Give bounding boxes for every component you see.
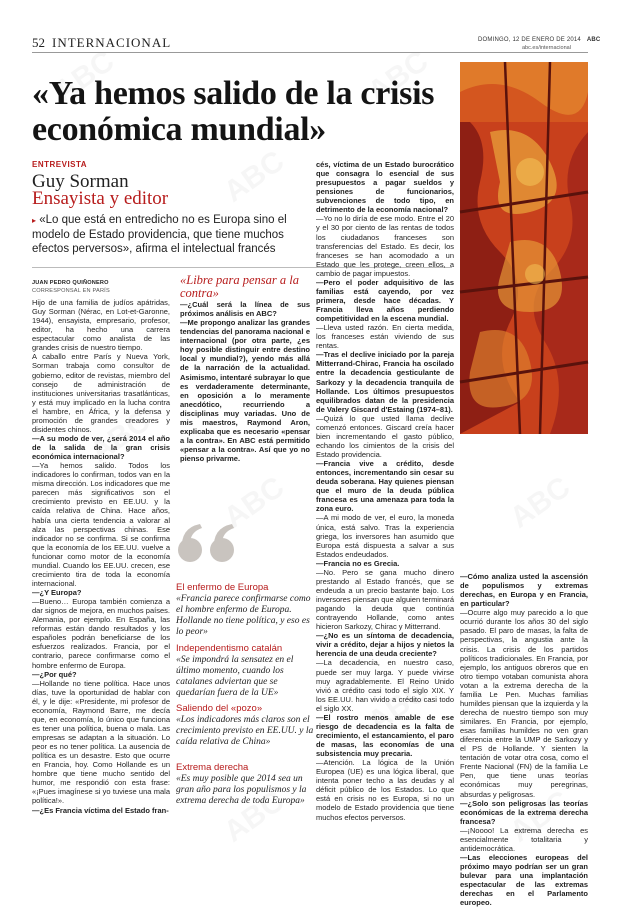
- date: DOMINGO, 12 DE ENERO DE 2014: [478, 37, 581, 43]
- sidebox-text-3: «Los indicadores más claros son el crecimiento previsto en EE.UU. y la caída relativa de China»: [176, 715, 314, 747]
- question-paragraph: —El rostro menos amable de ese riesgo de decadencia es la falta de crecimiento, el estancamiento, el paro de masas, las economías de una subsistencia muy precaria.: [316, 712, 454, 759]
- question-paragraph: —¿Es Francia víctima del Estado fran-: [32, 805, 169, 815]
- body-column-1: [32, 298, 170, 815]
- sidebox-text-2: «Se impondrá la sensatez en el último momento, cuando los catalanes adviertan que se quedarían fuera de la UE»: [176, 655, 294, 698]
- abc-watermark: [218, 144, 291, 209]
- answer-paragraph: —Lleva usted razón. En cierta medida, los franceses están viviendo de sus rentas.: [316, 323, 454, 351]
- answer-paragraph: —Hollande no tiene política. Hace unos días, tuve la oportunidad de hablar con él, y le dije: «Presidente, mi profesor de economía, Raymond Barre, me decía que, en economía, lo único que funciona es tener una política, buena o mala. Las empresas se adaptan a la situación. Lo peor es no tener política. La ausencia de política es un desastre. Esto que ocurre en Francia, hoy. Como Hollande es un hombre que tiene mucho sentido del humor, me respondió con esta frase: «¡Pues imagínese si yo tuviese una mala política!».: [32, 678, 170, 806]
- byline-place: CORRESPONSAL EN PARÍS: [32, 288, 110, 294]
- question-paragraph: —Cómo analiza usted la ascensión de populismos y extremas derechas, en Europa y en Francia, en particular?: [460, 572, 588, 609]
- question-paragraph: —¿Y Europa?: [32, 588, 82, 597]
- answer-paragraph: Hijo de una familia de judíos apátridas, Guy Sorman (Nérac, en Lot-et-Garonne, 1944), ensayista, empresario, profesor, editor, ha hecho una carrera espectacular como analista de las grandes crisis de nuestro tiempo.: [32, 298, 170, 353]
- sidebox-heading-2: Independentismo catalán: [176, 643, 283, 654]
- header-rule: [32, 52, 588, 53]
- lead-text: «Lo que está en entredicho no es Europa sino el modelo de Estado providencia, que tiene muchos efectos perversos», afirma el intelectual francés: [32, 214, 287, 255]
- answer-paragraph: —Ya hemos salido. Todos los indicadores lo confirman, todos van en la misma dirección. Los indicadores que me parecen más significativos son el crecimiento previsto en EE.UU. y la caída relativa de China. Hace años, había una cierta tendencia a valorar al alza las perspectivas chinas. Ese indicador no se confirma. Si se confirma que la economía de los EE.UU. vuelve a funcionar como motor de la economía mundial. Cuando los EE.UU. crecen, ese crecimiento tira de toda la economía internacional.: [32, 461, 170, 588]
- page-number: 52: [32, 35, 45, 50]
- question-paragraph: —Tras el declive iniciado por la pareja Mitterrand-Chirac, Francia ha oscilado entre la decadencia gesticulante de Sarkozy y la decadencia tranquila de Hollande. Los últimos presupuestos equilibrados datan de la presidencia de Valery Giscard d'Estaing (1974–81).: [316, 350, 454, 414]
- answer-paragraph: —Bueno… Europa también comienza a dar signos de mejora, en muchos países. Alemania, por ejemplo. En España, las reformas están dando resultados y los españoles podrán beneficiarse de los esfuerzos realizados. Francia, por el contrario, parece confirmarse como el hombre enfermo de Europa.: [32, 597, 170, 670]
- question-paragraph: —¿Solo son peligrosas las teorías económicas de la extrema derecha francesa?: [460, 798, 588, 826]
- brand: ABC: [586, 37, 601, 43]
- answer-paragraph: —A mi modo de ver, el euro, la moneda única, está salvo. Tras la experiencia griega, los inversores han asumido que Europa está dispuesta a salvar a sus Estados endeudados.: [316, 513, 454, 559]
- interviewee-role: Ensayista y editor: [32, 188, 169, 209]
- body-column-2: [180, 300, 310, 463]
- lead-paragraph: [32, 213, 322, 256]
- question-paragraph: —A su modo de ver, ¿será 2014 el año de la salida de la gran crisis económica internacional?: [32, 433, 170, 462]
- headline: «Ya hemos salido de la crisis económica mundial»: [32, 75, 435, 148]
- quote-marks-icon: [176, 520, 246, 574]
- sidebox-text-4: «Es muy posible que 2014 sea un gran año para los populismos y la extrema derecha de toda Europa»: [176, 774, 307, 806]
- question-paragraph: cés, víctima de un Estado burocrático que consagra lo esencial de sus presupuestos a pagar sueldos y pensiones de funcionarios, subvenciones de todo tipo, en detrimento de la economía nacional?: [316, 160, 454, 215]
- body-column-3: [316, 160, 454, 822]
- question-paragraph: —Me propongo analizar las grandes tendencias del panorama nacional e internacional (por otra parte, ¿es hoy posible distinguir entre destino local y mundial?), yendo más allá de la narración de la actualidad. Asimismo, intentaré subrayar lo que es verdaderamente determinante, en oposición a lo meramente anecdótico, recurriendo a disciplinas muy variadas. Uno de mis maestros, Raymond Aron, explicaba que es necesario «pensar a la contra». En ABC está permitido «pensar a la contra». Así que yo no pienso privarme.: [180, 318, 310, 464]
- answer-paragraph: A caballo entre París y Nueva York, Sorman trabaja como consultor de gobierno, editor de revistas, miembro del consejo de administración de instituciones universitarias trasatlánticas, y está muy implicado en la lucha contra el hambre, en África, y la defensa y promoción de grandes creadores y disidentes chinos.: [32, 352, 170, 434]
- sidebox-heading-4: Extrema derecha: [176, 762, 249, 773]
- body-column-4: [460, 572, 588, 907]
- pullquote: «Libre para pensar a la contra»: [180, 273, 299, 300]
- sidebox-heading-1: El enfermo de Europa: [176, 582, 269, 593]
- photo-art: [460, 62, 588, 434]
- question-paragraph: —¿Cuál será la línea de sus próximos análisis en ABC?: [180, 300, 310, 319]
- section-title: INTERNACIONAL: [52, 35, 172, 50]
- sidebox-heading-3: Saliendo del «pozo»: [176, 703, 263, 714]
- answer-paragraph: —Yo no lo diría de ese modo. Entre el 20 y el 30 por ciento de las rentas de todos los ciudadanos franceses son transferencias del Estado. Es decir, los franceses se han acomodado a un Estado que les protege, creen ellos, a cambio de pagar impuestos.: [316, 214, 454, 278]
- question-paragraph: —Francia vive a crédito, desde entonces, incrementando sin cesar su deuda soberana. Hay quienes piensan que el muro de la deuda pública francesa es una amenaza para toda la zona euro.: [316, 459, 454, 514]
- sidebox-text-1: «Francia parece confirmarse como el hombre enfermo de Europa. Hollande no tiene política, y eso es lo peor»: [176, 594, 311, 637]
- question-paragraph: —Pero el poder adquisitivo de las familias está cayendo, por vez primera, desde hace décadas. Y Francia lleva años perdiendo competitividad en la escena mundial.: [316, 277, 454, 324]
- answer-paragraph: —Quizá lo que usted llama declive comenzó entonces. Giscard creía hacer bien incrementando el gasto público, echando los cimientos de la crisis del Estado providencia.: [316, 413, 454, 459]
- triangle-icon: ▸: [32, 216, 37, 225]
- interviewee-name: Guy Sorman: [32, 171, 129, 192]
- answer-paragraph: —No. Pero se gana mucho dinero prestando al Estado francés, que se endeuda a un precio bastante bajo. Los inversores piensan que alguien terminará pagando la deuda que continúa contrayendo Hollande, como antes hicieron Sarkozy, Chirac y Mitterrand.: [316, 567, 454, 632]
- question-paragraph: —Francia no es Grecia.: [316, 558, 400, 568]
- web-url[interactable]: abc.es/internacional: [522, 45, 571, 51]
- question-paragraph: —Las elecciones europeas del próximo mayo podrían ser un gran bulevar para una implantación espectacular de las extremas derechas en el Parlamento europeo.: [460, 852, 588, 907]
- answer-paragraph: —¡Noooo! La extrema derecha es esencialmente totalitaria y antidemocrática.: [460, 825, 588, 853]
- abc-watermark: [504, 470, 577, 535]
- byline-author: JUAN PEDRO QUIÑONERO: [32, 280, 109, 286]
- answer-paragraph: —Ocurre algo muy parecido a lo que ocurrió durante los años 30 del siglo pasado. El paro de masas, la falta de perspectivas, la angustia ante la crisis. La crisis de los partidos políticos tradicionales. En Francia, por ejemplo, los antiguos obreros que en otro tiempo votaban comunista ahora votan a la extrema derecha de la familia Le Pen. Muchas familias humildes piensan que la izquierda y la derecha de nuestro tiempo son muy similares. En Francia, por ejemplo, esas familias humildes no ven gran diferencia entre la UMP de Sarkozy y el PS de Hollande. Y sienten la tentación de votar otra cosa, como el Frente Nacional (FN) de la familia Le Pen, que tiene unas teorías económicas muy peregrinas, absurdas y peligrosas.: [460, 608, 588, 799]
- answer-paragraph: —Atención. La lógica de la Unión Europea (UE) es una lógica liberal, que intenta poner techo a las deudas y al déficit público de los Estados. Lo que está en crisis no es Europa, si no un modelo de Estado providencia que tiene muchos efectos perversos.: [316, 758, 454, 822]
- question-paragraph: —¿Por qué?: [32, 669, 77, 679]
- dateline: [478, 37, 600, 43]
- kicker: ENTREVISTA: [32, 160, 88, 169]
- answer-paragraph: —La decadencia, en nuestro caso, puede ser muy larga. Y puede vivirse muy agradablemente. El Reino Unido vivió a crédito casi todo el siglo XIX. Y los EE.UU. han vivido a crédito casi todo el siglo XX.: [316, 658, 454, 713]
- question-paragraph: —¿No es un síntoma de decadencia, vivir a crédito, dejar a hijos y nietos la herencia de una deuda creciente?: [316, 631, 454, 659]
- interview-photo: [460, 62, 588, 434]
